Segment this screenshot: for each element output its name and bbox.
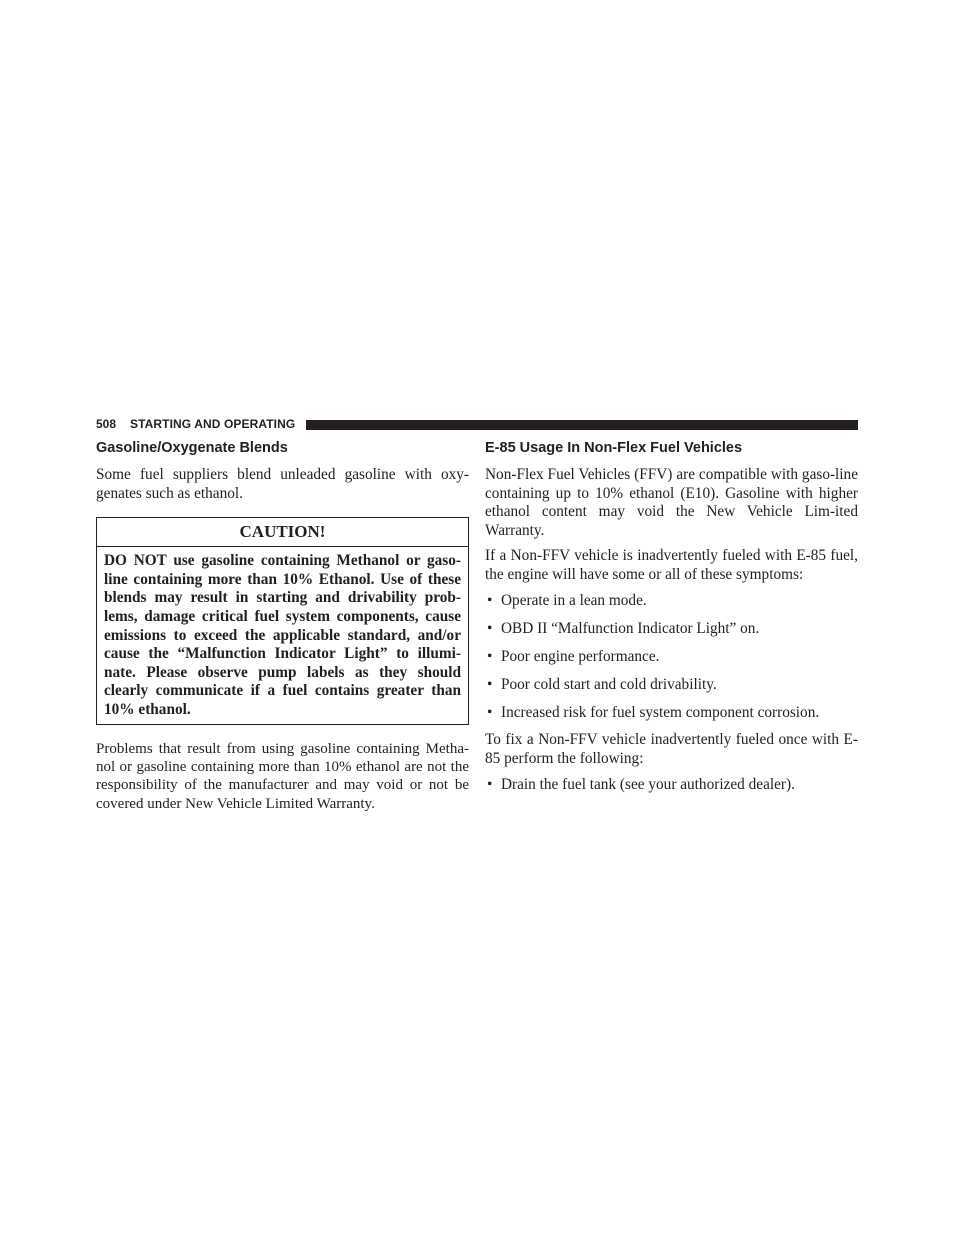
bullet-icon: • (487, 775, 493, 793)
left-column (96, 438, 469, 820)
warranty-note: Problems that result from using gasoline containing Metha-nol or gasoline containing more than 10% ethanol are not the responsibility of the manufacturer and may void or not be covered under New Vehicle Limited Warranty. (96, 740, 469, 812)
gasoline-blends-intro: Some fuel suppliers blend unleaded gasoline with oxy-genates such as ethanol. (96, 466, 469, 502)
steps-list (485, 776, 858, 795)
right-column (485, 438, 858, 804)
ffv-compat-paragraph: Non-Flex Fuel Vehicles (FFV) are compatible with gaso-line containing up to 10% ethanol (E10). Gasoline with higher ethanol content may void the New Vehicle Lim-ited Warranty. (485, 466, 858, 539)
symptoms-list (485, 592, 858, 723)
fix-intro: To fix a Non-FFV vehicle inadvertently fueled once with E-85 perform the following: (485, 731, 858, 768)
bullet-icon: • (487, 675, 493, 693)
list-item: • Operate in a lean mode. (487, 591, 647, 609)
bullet-icon: • (487, 703, 493, 721)
caution-title: CAUTION! (97, 518, 468, 547)
caution-text: DO NOT use gasoline containing Methanol or gaso-line containing more than 10% Ethanol. Use of these blends may result in starting and drivability prob-lems, damage critical fuel system components, cause emissions to exceed the applicable standard, and/or cause the “Malfunction Indicator Light” to illumi-nate. Please observe pump labels as they should clearly communicate if a fuel contains greater than 10% ethanol. (104, 552, 461, 718)
list-item: • OBD II “Malfunction Indicator Light” on. (487, 619, 760, 637)
e85-heading: E-85 Usage In Non-Flex Fuel Vehicles (485, 440, 743, 456)
page-number: 508 (96, 417, 117, 431)
bullet-icon: • (487, 619, 493, 637)
e85-symptoms-intro: If a Non-FFV vehicle is inadvertently fueled with E-85 fuel, the engine will have some or all of these symptoms: (485, 547, 858, 583)
list-item: • Increased risk for fuel system component corrosion. (487, 703, 820, 721)
page-header (96, 417, 858, 431)
caution-box (96, 517, 469, 724)
list-item: • Poor engine performance. (487, 647, 660, 665)
bullet-icon: • (487, 591, 493, 609)
gasoline-blends-heading: Gasoline/Oxygenate Blends (96, 440, 288, 456)
bullet-icon: • (487, 647, 493, 665)
list-item: • Poor cold start and cold drivability. (487, 675, 717, 693)
header-rule (306, 420, 858, 430)
list-item: • Drain the fuel tank (see your authorized dealer). (487, 775, 795, 793)
section-title: STARTING AND OPERATING (130, 417, 296, 431)
